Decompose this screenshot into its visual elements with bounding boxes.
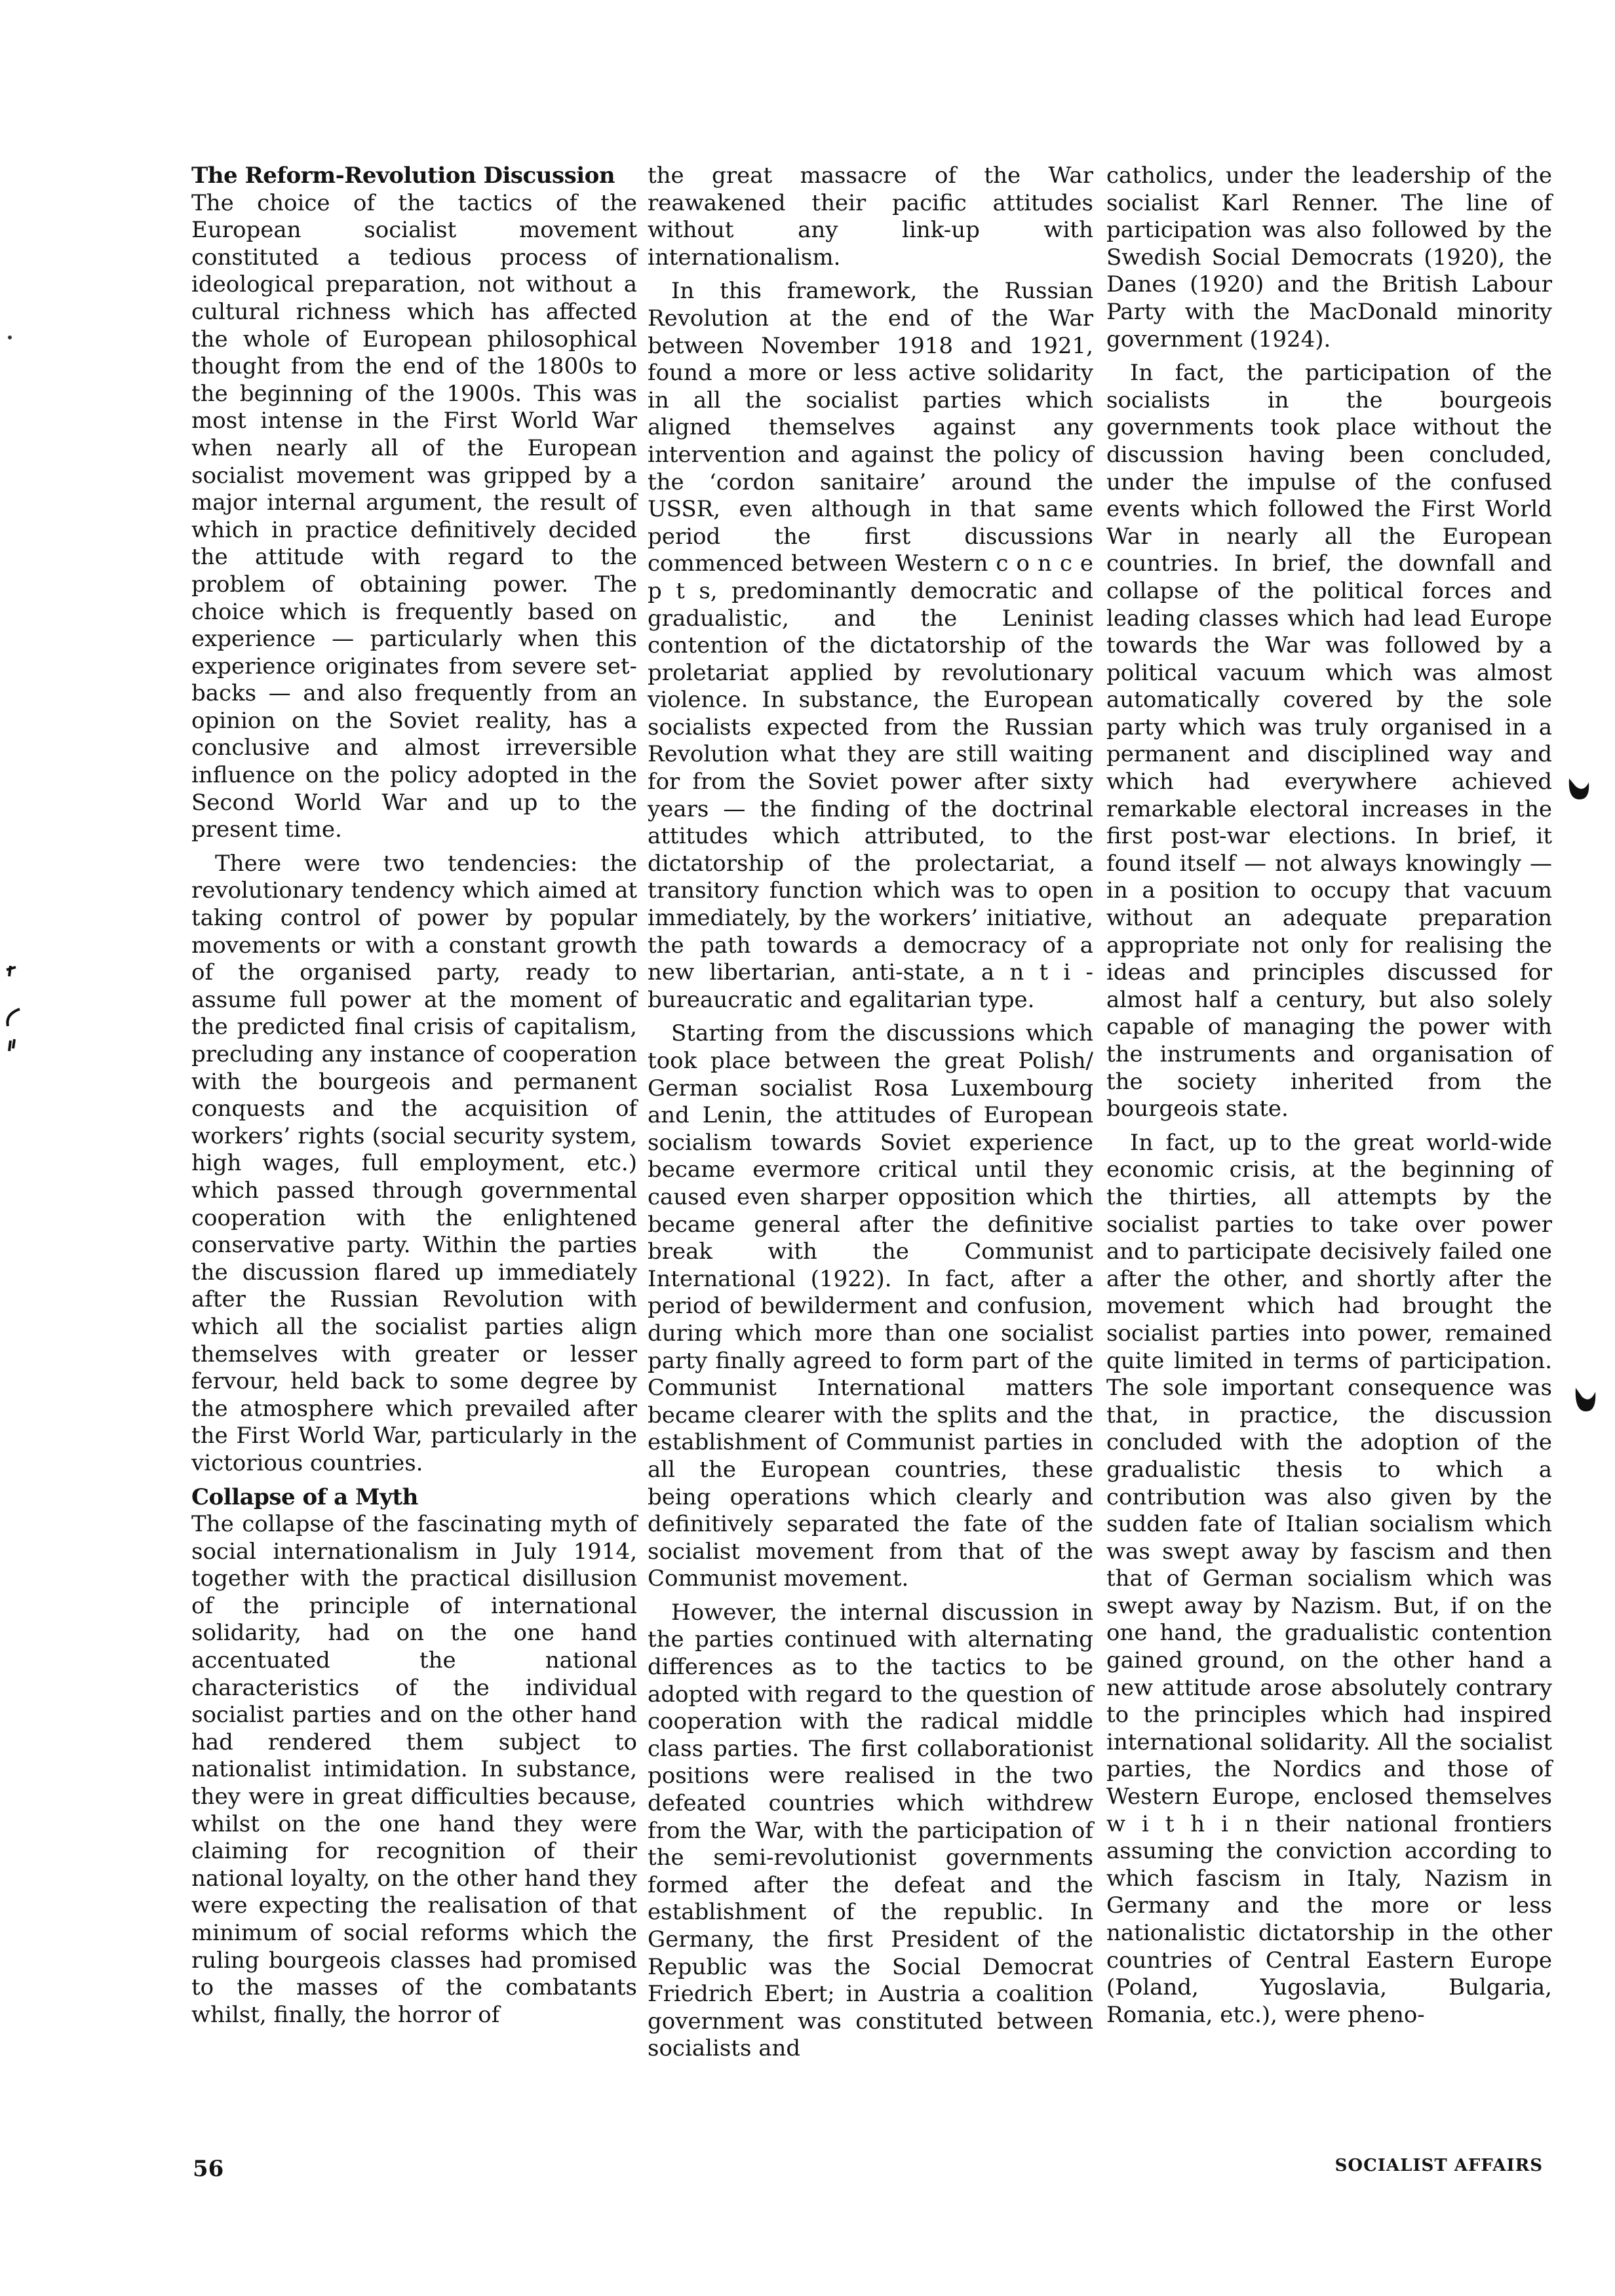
paragraph: In this framework, the Russian Revolution at the end of the War between November 1918 and 1921, found a more or less active solidarity in all the socialist parties which aligned themselves against any intervention and against the policy of the ‘cordon sanitaire’ around the USSR, even although in that same period the first discussions commenced between Western c o n c e p t s, predominantly democratic and gradualistic, and the Leninist contention of the dictatorship of the proletariat applied by revolutionary violence. In substance, the European socialists expected from the Russian Revolution what they are still waiting for from the Soviet power after sixty years — the finding of the doctrinal attitudes which attributed, to the dictatorship of the prolectariat, a transitory function which was to open immediately, by the workers’ initiative, the path towards a democracy of a new libertarian, anti-state, a n t i - bureaucratic and egalitarian type.	[648, 278, 1093, 1013]
paragraph: In fact, the participation of the socialists in the bourgeois governments took place without the discussion having been concluded, under the impulse of the confused events which followed the First World War in nearly all the European countries. In brief, the downfall and collapse of the political forces and leading classes which had lead Europe towards the War was followed by a political vacuum which was almost automatically covered by the sole party which was truly organised in a permanent and disciplined way and which had everywhere achieved remarkable electoral increases in the first post-war elections. In brief, it found itself — not always knowingly — in a position to occupy that vacuum without an adequate preparation appropriate not only for realising the ideas and principles discussed for almost half a century, but also solely capable of managing the power with the instruments and organisation of the society inherited from the bourgeois state.	[1106, 360, 1552, 1122]
paragraph: In fact, up to the great world-wide economic crisis, at the beginning of the thirties, all attempts by the socialist parties to take over power and to participate decisively failed one after the other, and shortly after the movement which had brought the socialist parties into power, remained quite limited in terms of participation. The sole important consequence was that, in practice, the discussion concluded with the adoption of the gradualistic thesis to which a contribution was also given by the sudden fate of Italian socialism which was swept away by fascism and then that of German socialism which was swept away by Nazism. But, if on the one hand, the gradualistic contention gained ground, on the other hand a new attitude arose absolutely contrary to the principles which had inspired international solidarity. All the socialist parties, the Nordics and those of Western Europe, enclosed themselves w i t h i n their national frontiers assuming the conviction according to which fascism in Italy, Nazism in Germany and the more or less nationalistic dictatorship in the other countries of Central Eastern Europe (Poland, Yugoslavia, Bulgaria, Romania, etc.), were pheno-	[1106, 1129, 1552, 2028]
margin-mark-right-1	[1566, 773, 1593, 806]
journal-name: SOCIALIST AFFAIRS	[1334, 2156, 1543, 2175]
paragraph: There were two tendencies: the revolutionary tendency which aimed at taking control of power by popular movements or with a constant growth of the organised party, ready to assume full power at the moment of the predicted final crisis of capitalism, precluding any instance of cooperation with the bourgeois and permanent conquests and the acquisition of workers’ rights (social security system, high wages, full employment, etc.) which passed through governmental cooperation with the enlightened conservative party. Within the parties the discussion flared up immediately after the Russian Revolution with which all the socialist parties align themselves with greater or lesser fervour, held back to some degree by the atmosphere which prevailed after the First World War, particularly in the victorious countries.	[191, 850, 637, 1476]
paragraph: catholics, under the leadership of the socialist Karl Renner. The line of participation was also followed by the Swedish Social Democrats (1920), the Danes (1920) and the British Labour Party with the MacDonald minority government (1924).	[1106, 163, 1552, 353]
paragraph: The choice of the tactics of the European socialist movement constituted a tedious process of ideological preparation, not without a cultural richness which has affected the whole of European philosophical thought from the end of the 1800s to the beginning of the 1900s. This was most intense in the First World War when nearly all of the European socialist movement was gripped by a major internal argument, the result of which in practice definitively decided the attitude with regard to the problem of obtaining power. The choice which is frequently based on experience — particularly when this experience originates from severe set-backs — and also frequently from an opinion on the Soviet reality, has a conclusive and almost irreversible influence on the policy adopted in the Second World War and up to the present time.	[191, 189, 637, 843]
paragraph: The collapse of the fascinating myth of social internationalism in July 1914, together with the practical disillusion of the principle of international solidarity, had on the one hand accentuated the national characteristics of the individual socialist parties and on the other hand had rendered them subject to nationalist intimidation. In substance, they were in great difficulties because, whilst on the one hand they were claiming for recognition of their national loyalty, on the other hand they were expecting the realisation of that minimum of social reforms which the ruling bourgeois classes had promised to the masses of the combatants whilst, finally, the horror of	[191, 1511, 637, 2028]
section-heading-collapse-of-a-myth: Collapse of a Myth	[191, 1483, 418, 1510]
page-number: 56	[193, 2156, 224, 2182]
scan-speck	[8, 335, 12, 339]
column-1	[191, 163, 637, 2035]
paragraph: Starting from the discussions which took place between the great Polish/ German socialist Rosa Luxembourg and Lenin, the attitudes of European socialism towards Soviet experience became evermore critical until they caused even sharper opposition which became general after the definitive break with the Communist International (1922). In fact, after a period of bewilderment and confusion, during which more than one socialist party finally agreed to form part of the Communist International matters became clearer with the splits and the establishment of Communist parties in all the European countries, these being operations which clearly and definitively separated the fate of the socialist movement from that of the Communist movement.	[648, 1020, 1093, 1592]
margin-mark-right-2	[1573, 1383, 1599, 1419]
column-2	[648, 163, 1093, 2069]
column-3	[1106, 163, 1552, 2035]
paragraph: However, the internal discussion in the parties continued with alternating differences as to the tactics to be adopted with regard to the question of cooperation with the radical middle class parties. The first collaborationist positions were realised in the two defeated countries which withdrew from the War, with the participation of the semi-revolutionist governments formed after the defeat and the establishment of the republic. In Germany, the first President of the Republic was the Social Democrat Friedrich Ebert; in Austria a coalition government was constituted between socialists and	[648, 1599, 1093, 2062]
section-heading-reform-revolution: The Reform-Revolution Discussion	[191, 163, 615, 189]
paragraph: the great massacre of the War reawakened their pacific attitudes without any link-up with internationalism.	[648, 163, 1093, 271]
margin-mark-left	[1, 963, 28, 1062]
